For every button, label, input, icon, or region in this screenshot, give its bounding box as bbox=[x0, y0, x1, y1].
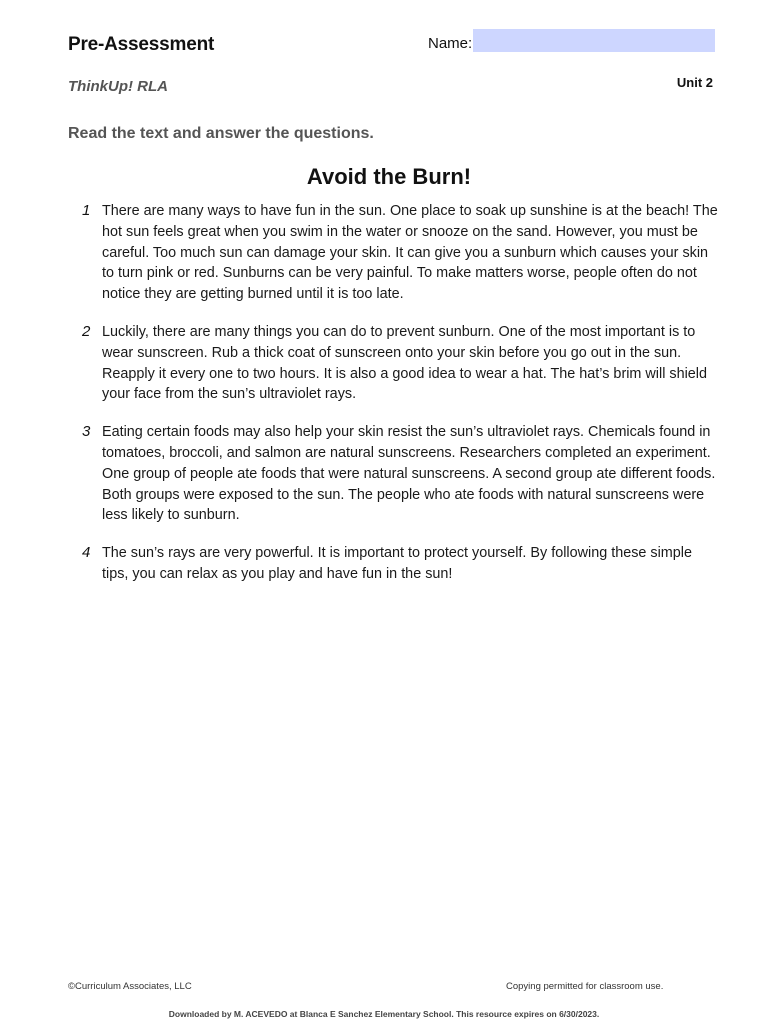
copy-permission-notice: Copying permitted for classroom use. bbox=[506, 981, 664, 992]
paragraph-1 bbox=[78, 201, 718, 305]
paragraph-number: 1 bbox=[82, 202, 91, 219]
program-name: ThinkUp! RLA bbox=[68, 78, 168, 95]
copyright-notice: ©Curriculum Associates, LLC bbox=[68, 981, 192, 992]
name-field[interactable] bbox=[473, 29, 715, 52]
paragraph-2 bbox=[78, 322, 718, 405]
paragraph-4 bbox=[78, 543, 718, 585]
paragraph-3 bbox=[78, 422, 718, 526]
unit-label: Unit 2 bbox=[676, 75, 713, 90]
paragraph-number: 2 bbox=[82, 322, 91, 340]
name-label: Name: bbox=[428, 35, 473, 52]
paragraph-text: Eating certain foods may also help your skin resist the sun’s ultraviolet rays. Chemicals found in tomatoes, broccoli, and salmon are natural sunscreens. Researchers completed an experiment. One group of people ate foods that were natural sunscreens. A second group ate different foods. Both groups were exposed to the sun. The people who ate foods with natural sunscreens were less likely to sunburn. bbox=[102, 424, 716, 524]
paragraph-text: Luckily, there are many things you can do to prevent sunburn. One of the most important is to wear sunscreen. Rub a thick coat of sunscreen onto your skin before you go out in the sun. Reapply it every one to two hours. It is also a good idea to wear a hat. The hat’s brim will shield your face from the sun’s ultraviolet rays. bbox=[102, 323, 707, 403]
download-notice: Downloaded by M. ACEVEDO at Blanca E Sanchez Elementary School. This resource expires on 6/30/2023. bbox=[168, 1009, 600, 1019]
paragraph-text: The sun’s rays are very powerful. It is important to protect yourself. By following these simple tips, you can relax as you play and have fun in the sun! bbox=[102, 545, 693, 582]
paragraph-number: 3 bbox=[82, 423, 91, 441]
directions: Read the text and answer the questions. bbox=[68, 125, 374, 142]
paragraph-text: There are many ways to have fun in the sun. One place to soak up sunshine is at the beach! The hot sun feels great when you swim in the water or snooze on the sand. However, you must be careful. Too much sun can damage your skin. It can give you a sunburn which causes your skin to turn pink or red. Sunburns can be very painful. To make matters worse, people often do not notice they are getting burned until it is too late. bbox=[102, 203, 718, 303]
page-title: Pre-Assessment bbox=[68, 34, 215, 55]
passage-title: Avoid the Burn! bbox=[306, 164, 472, 189]
passage-paragraphs bbox=[78, 201, 718, 602]
paragraph-number: 4 bbox=[82, 544, 91, 562]
